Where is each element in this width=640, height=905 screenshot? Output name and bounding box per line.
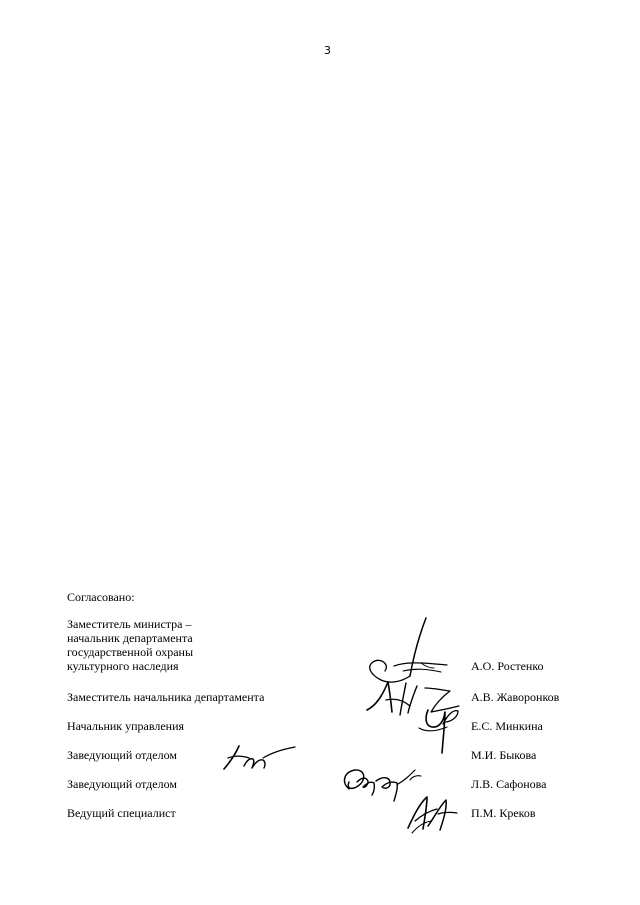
position-line: Заведующий отделом bbox=[67, 777, 177, 791]
position-line: Начальник управления bbox=[67, 719, 185, 733]
position-line: Заведующий отделом bbox=[67, 748, 177, 762]
position-title bbox=[67, 690, 327, 704]
signature-row-department-head bbox=[67, 719, 587, 733]
position-line: Заместитель начальника департамента bbox=[67, 690, 265, 704]
signatory-name: А.О. Ростенко bbox=[471, 659, 544, 673]
page-number: 3 bbox=[324, 44, 331, 57]
approval-block bbox=[67, 590, 587, 820]
position-title bbox=[67, 617, 327, 673]
position-line: культурного наследия bbox=[67, 659, 179, 673]
handwritten-signature bbox=[400, 790, 460, 836]
position-title bbox=[67, 777, 327, 791]
handwritten-signature bbox=[337, 762, 425, 805]
signatory-name: М.И. Быкова bbox=[471, 748, 537, 762]
position-line: начальник департамента bbox=[67, 631, 193, 645]
handwritten-signature bbox=[359, 614, 451, 688]
position-title bbox=[67, 806, 327, 820]
signatory-name: Л.В. Сафонова bbox=[471, 777, 547, 791]
position-line: государственной охраны bbox=[67, 645, 194, 659]
signature-row-deputy-head bbox=[67, 690, 587, 704]
signature-row-head-of-division-1 bbox=[67, 748, 587, 762]
signatory-name: П.М. Креков bbox=[471, 806, 536, 820]
signature-row-head-of-division-2 bbox=[67, 777, 587, 791]
handwritten-signature bbox=[362, 676, 462, 718]
position-title bbox=[67, 719, 327, 733]
signature-row-deputy-minister bbox=[67, 616, 587, 673]
approval-heading: Согласовано: bbox=[67, 590, 135, 604]
signatory-name: Е.С. Минкина bbox=[471, 719, 543, 733]
position-line: Ведущий специалист bbox=[67, 806, 176, 820]
signatory-name: А.В. Жаворонков bbox=[471, 690, 560, 704]
position-title bbox=[67, 748, 327, 762]
signature-row-lead-specialist bbox=[67, 806, 587, 820]
position-line: Заместитель министра – bbox=[67, 617, 192, 631]
